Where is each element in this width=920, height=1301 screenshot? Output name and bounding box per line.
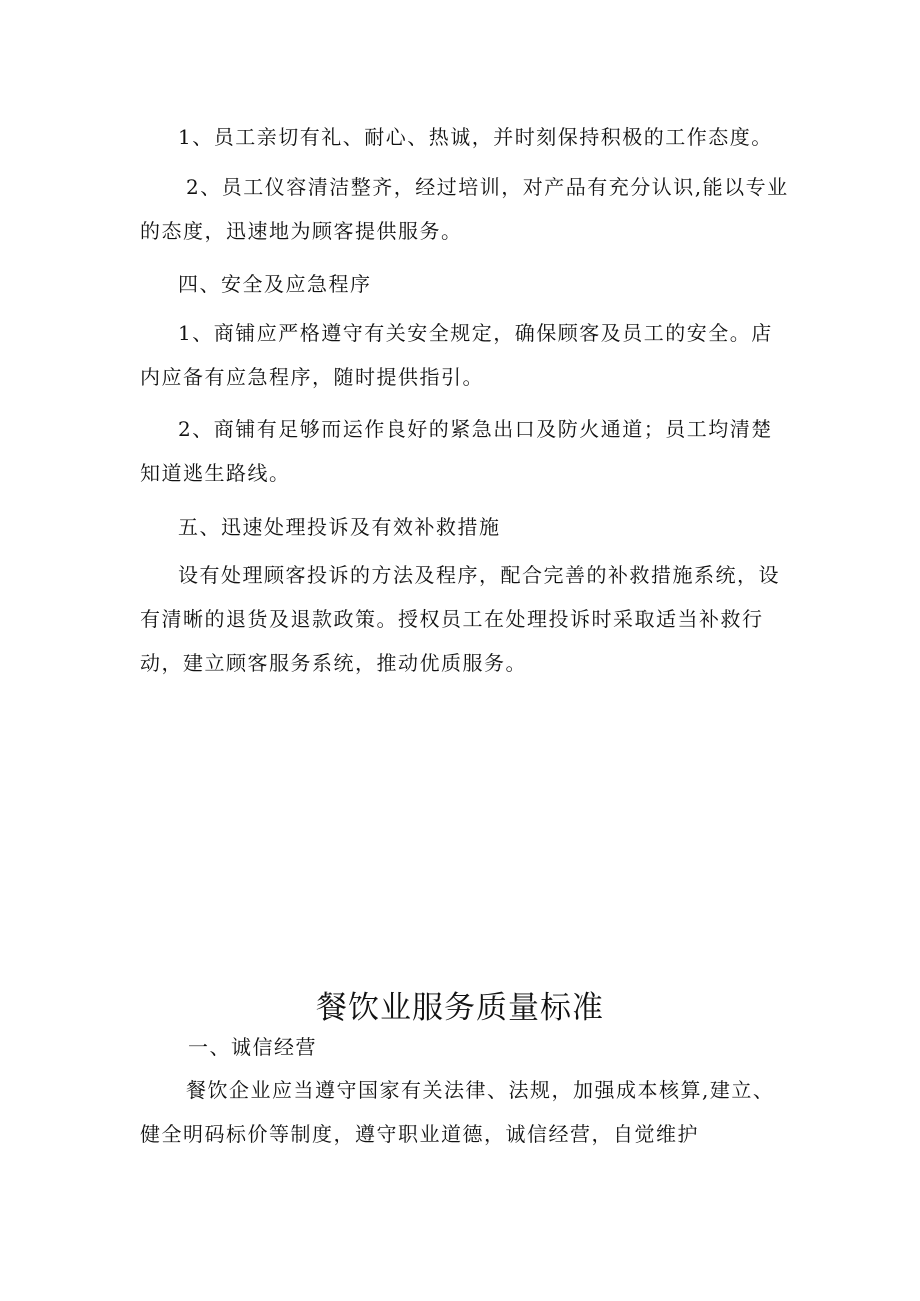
staff-attitude-item: 1、员工亲切有礼、耐心、热诚，并时刻保持积极的工作态度。 bbox=[178, 125, 773, 149]
safety-section-heading: 四、安全及应急程序 bbox=[178, 272, 372, 296]
complaint-handling-paragraph: 设有处理顾客投诉的方法及程序，配合完善的补救措施系统，设有清晰的退货及退款政策。授权员工在处理投诉时采取适当补救行动，建立顾客服务系统，推动优质服务。 bbox=[140, 563, 780, 675]
complaint-section-heading: 五、迅速处理投诉及有效补救措施 bbox=[178, 515, 501, 539]
staff-appearance-item: 2、员工仪容清洁整齐，经过培训，对产品有充分认识,能以专业的态度，迅速地为顾客提供服务。 bbox=[140, 175, 789, 243]
safety-rules-item: 1、商铺应严格遵守有关安全规定，确保顾客及员工的安全。店内应备有应急程序，随时提供指引。 bbox=[140, 321, 773, 389]
emergency-exit-item: 2、商铺有足够而运作良好的紧急出口及防火通道；员工均清楚知道逃生路线。 bbox=[140, 417, 773, 485]
integrity-paragraph: 餐饮企业应当遵守国家有关法律、法规，加强成本核算,建立、健全明码标价等制度，遵守职业道德，诚信经营，自觉维护 bbox=[140, 1078, 775, 1146]
integrity-section-heading: 一、诚信经营 bbox=[188, 1035, 317, 1059]
document-title: 餐饮业服务质量标准 bbox=[316, 990, 604, 1026]
